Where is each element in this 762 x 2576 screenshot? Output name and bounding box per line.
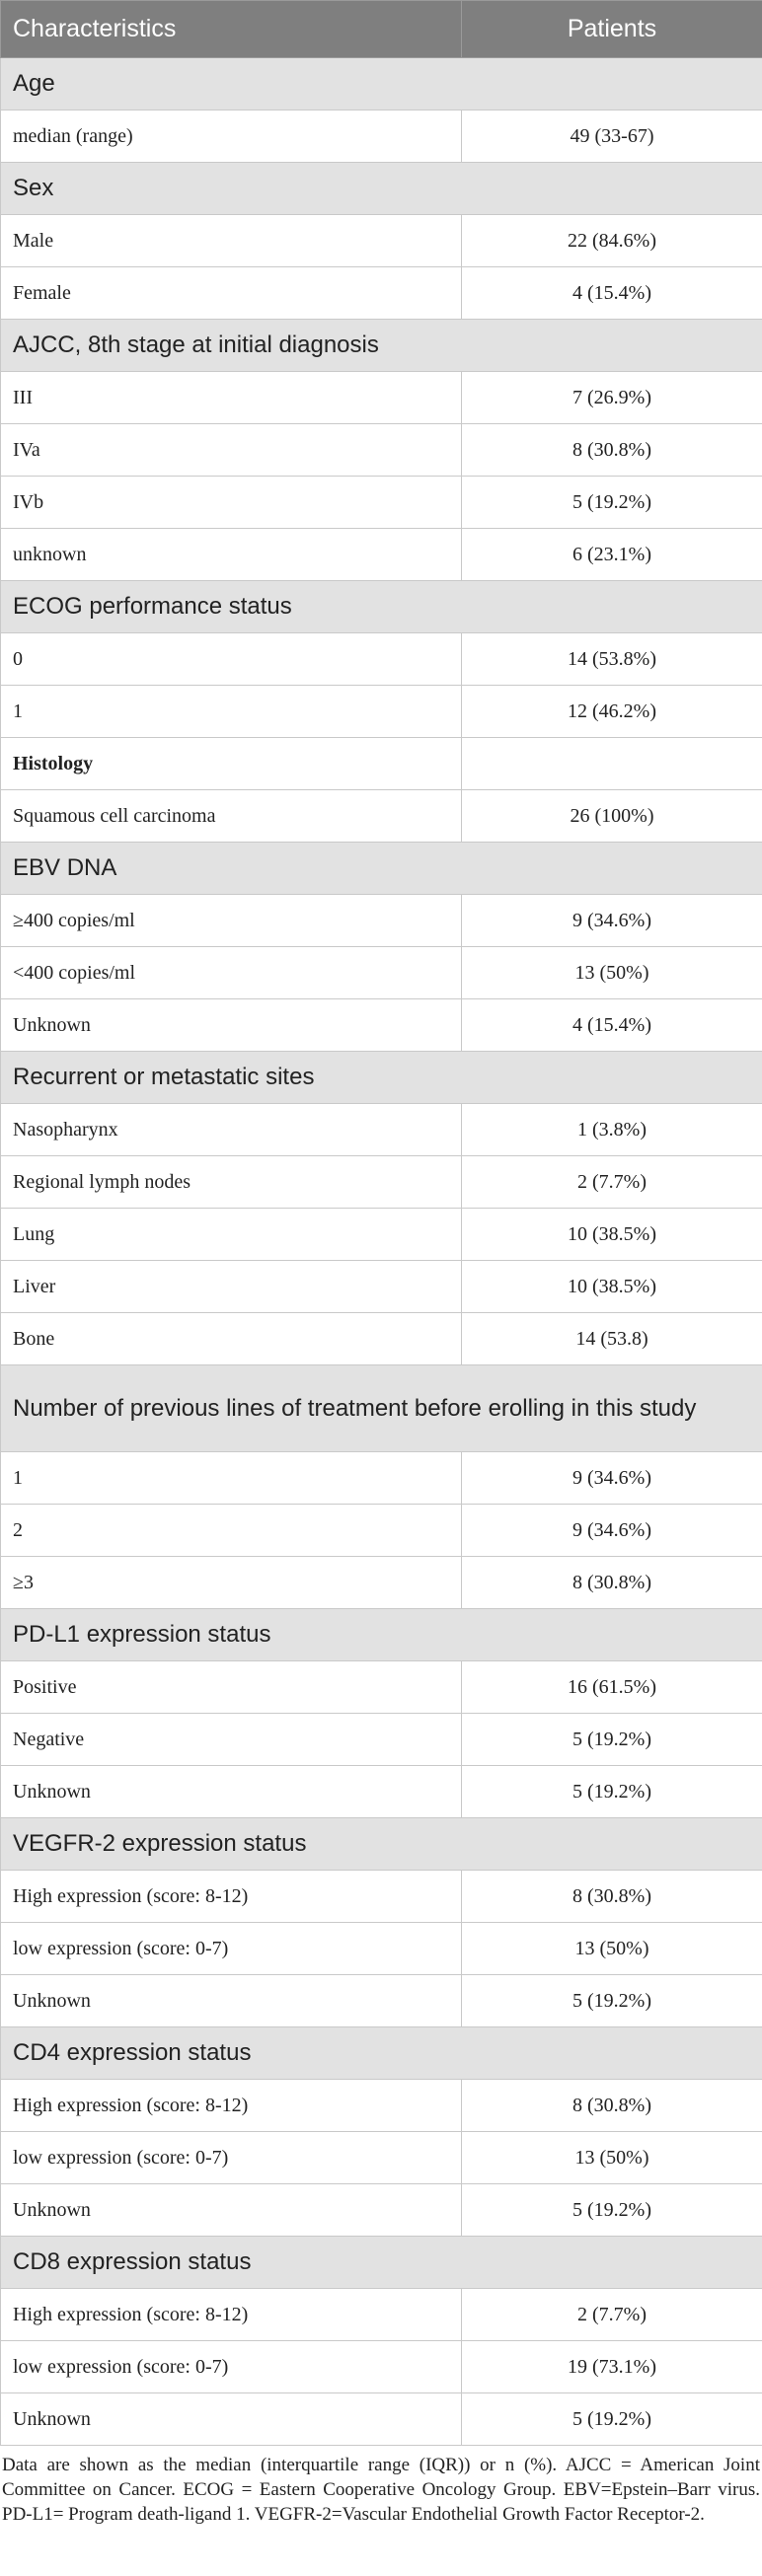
row-label: low expression (score: 0-7) [1,2132,462,2184]
row-value: 8 (30.8%) [462,1557,762,1609]
section-header-row [1,320,762,372]
section-header-row [1,1365,762,1452]
table-row [1,529,762,581]
section-title: EBV DNA [1,843,762,895]
row-value: 5 (19.2%) [462,1975,762,2027]
header-characteristics: Characteristics [1,1,462,58]
row-value: 8 (30.8%) [462,2080,762,2132]
row-value: 49 (33-67) [462,110,762,163]
row-label: III [1,372,462,424]
section-header-row [1,843,762,895]
row-value: 14 (53.8%) [462,633,762,686]
section-title: CD4 expression status [1,2027,762,2080]
section-title: AJCC, 8th stage at initial diagnosis [1,320,762,372]
row-value: 5 (19.2%) [462,2184,762,2237]
row-value: 9 (34.6%) [462,1452,762,1505]
row-value: 2 (7.7%) [462,2289,762,2341]
table-row [1,2393,762,2446]
table-row [1,372,762,424]
row-label: Unknown [1,2184,462,2237]
row-value: 5 (19.2%) [462,1766,762,1818]
row-label: median (range) [1,110,462,163]
table-row [1,1661,762,1714]
section-header-row [1,2027,762,2080]
row-label: ≥3 [1,1557,462,1609]
row-label: low expression (score: 0-7) [1,1923,462,1975]
table-row [1,1766,762,1818]
table-row [1,1714,762,1766]
row-label: Positive [1,1661,462,1714]
table-row [1,686,762,738]
table-row [1,1313,762,1365]
section-header-row [1,1818,762,1871]
row-label: High expression (score: 8-12) [1,1871,462,1923]
row-value: 2 (7.7%) [462,1156,762,1209]
table-row [1,424,762,477]
section-title: Sex [1,163,762,215]
table-row [1,1104,762,1156]
section-title: ECOG performance status [1,581,762,633]
table-row [1,1975,762,2027]
table-row [1,267,762,320]
table-row [1,1452,762,1505]
row-label: Unknown [1,1766,462,1818]
row-label: Lung [1,1209,462,1261]
row-label: IVa [1,424,462,477]
row-label: Unknown [1,2393,462,2446]
row-label: 0 [1,633,462,686]
row-value: 14 (53.8) [462,1313,762,1365]
row-value: 5 (19.2%) [462,2393,762,2446]
row-label: 2 [1,1505,462,1557]
section-header-row [1,163,762,215]
row-value: 6 (23.1%) [462,529,762,581]
table-row [1,2184,762,2237]
row-value: 9 (34.6%) [462,895,762,947]
row-label: Squamous cell carcinoma [1,790,462,843]
row-value: 7 (26.9%) [462,372,762,424]
table-row [1,477,762,529]
row-value: 26 (100%) [462,790,762,843]
section-title: Age [1,58,762,110]
row-value: 10 (38.5%) [462,1209,762,1261]
row-value: 4 (15.4%) [462,999,762,1052]
section-title: Number of previous lines of treatment before erolling in this study [1,1365,762,1452]
row-value: 13 (50%) [462,1923,762,1975]
row-label: Unknown [1,1975,462,2027]
row-label: 1 [1,1452,462,1505]
table-header-row [1,1,762,58]
row-value: 9 (34.6%) [462,1505,762,1557]
row-value: 13 (50%) [462,947,762,999]
table-row [1,999,762,1052]
row-value: 13 (50%) [462,2132,762,2184]
row-value: 12 (46.2%) [462,686,762,738]
table-row [1,2132,762,2184]
table-row [1,1209,762,1261]
table-body [1,58,762,2446]
table-row [1,633,762,686]
row-value: 1 (3.8%) [462,1104,762,1156]
table-row [1,2289,762,2341]
table-row [1,1156,762,1209]
section-header-row [1,58,762,110]
row-label: High expression (score: 8-12) [1,2080,462,2132]
row-value: 10 (38.5%) [462,1261,762,1313]
row-label: Liver [1,1261,462,1313]
row-label: Regional lymph nodes [1,1156,462,1209]
section-empty-cell [462,738,762,790]
row-label: Male [1,215,462,267]
table-row [1,2341,762,2393]
row-value: 4 (15.4%) [462,267,762,320]
table-row [1,1871,762,1923]
row-value: 5 (19.2%) [462,1714,762,1766]
table-row [1,790,762,843]
row-value: 22 (84.6%) [462,215,762,267]
row-label: 1 [1,686,462,738]
table-row [1,947,762,999]
row-value: 8 (30.8%) [462,424,762,477]
row-label: <400 copies/ml [1,947,462,999]
section-header-row [1,2237,762,2289]
row-label: Unknown [1,999,462,1052]
table-row [1,1261,762,1313]
row-label: Female [1,267,462,320]
table-row [1,110,762,163]
section-title: CD8 expression status [1,2237,762,2289]
row-label: unknown [1,529,462,581]
header-patients: Patients [462,1,762,58]
row-label: low expression (score: 0-7) [1,2341,462,2393]
row-value: 16 (61.5%) [462,1661,762,1714]
section-title: PD-L1 expression status [1,1609,762,1661]
table-row [1,215,762,267]
row-value: 19 (73.1%) [462,2341,762,2393]
section-header-row [1,581,762,633]
section-header-row [1,1052,762,1104]
row-value: 8 (30.8%) [462,1871,762,1923]
section-title: Recurrent or metastatic sites [1,1052,762,1104]
row-value: 5 (19.2%) [462,477,762,529]
section-header-row [1,1609,762,1661]
row-label: High expression (score: 8-12) [1,2289,462,2341]
row-label: ≥400 copies/ml [1,895,462,947]
row-label: IVb [1,477,462,529]
table-footnote: Data are shown as the median (interquartile range (IQR)) or n (%). AJCC = American Joint Committee on Cancer. ECOG = Eastern Cooperative Oncology Group. EBV=Epstein–Barr virus. PD-L1= Program death-ligand 1. VEGFR-2=Vascular Endothelial Growth Factor Receptor-2. [2,2455,760,2525]
table-row [1,1557,762,1609]
table-row [1,1505,762,1557]
table-row [1,1923,762,1975]
row-label: Bone [1,1313,462,1365]
section-title: Histology [1,738,462,790]
section-header-row [1,738,762,790]
row-label: Nasopharynx [1,1104,462,1156]
section-title: VEGFR-2 expression status [1,1818,762,1871]
table-row [1,895,762,947]
row-label: Negative [1,1714,462,1766]
table-row [1,2080,762,2132]
